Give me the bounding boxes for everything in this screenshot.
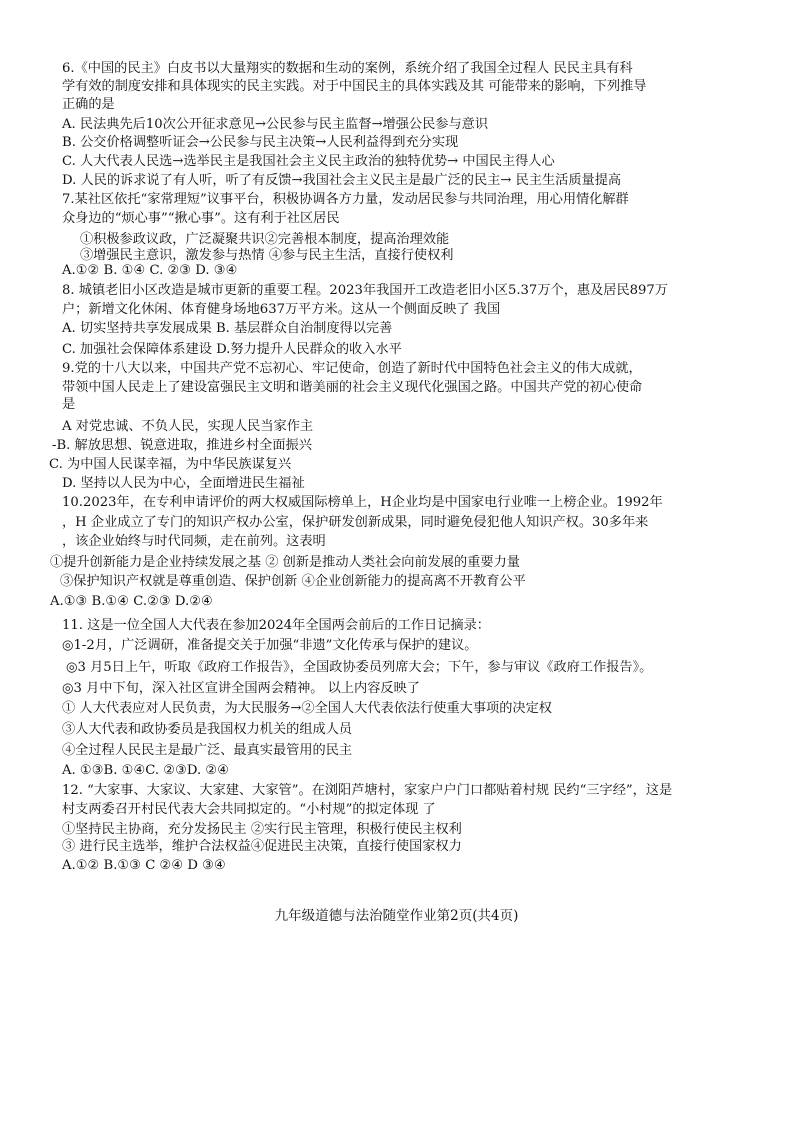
q7-stem-line1: 7.某社区依托“家常理短”议事平台，积极协调各方力量，发动居民参与共同治理，用心用情化解群	[62, 192, 629, 207]
q10-stem-line1: 10.2023年，在专利申请评价的两大权威国际榜单上，H企业均是中国家电行业唯一上榜企业。1992年	[62, 495, 663, 510]
q11-entry-3: ◎3 月中下旬，深入社区宣讲全国两会精神。 以上内容反映了	[62, 681, 420, 696]
q9-option-a: A 对党忠诚、不负人民，实现人民当家作主	[62, 419, 314, 434]
q10-choices: A.①③ B.①④ C.②③ D.②④	[50, 594, 213, 609]
q8-options-cd: C. 加强社会保障体系建设 D.努力提升人民群众的收入水平	[62, 342, 402, 357]
q6-option-b: B. 公交价格调整听证会→公民参与民主决策→人民利益得到充分实现	[62, 135, 459, 150]
q6-stem-line3: 正确的是	[62, 97, 115, 112]
q7-choices: A.①② B. ①④ C. ②③ D. ③④	[62, 263, 238, 278]
q9-stem-line1: 9.党的十八大以来，中国共产党不忘初心、牢记使命，创造了新时代中国特色社会主义的伟大成就，	[62, 361, 642, 376]
q10-statement-1: ①提升创新能力是企业持续发展之基 ② 创新是推动人类社会向前发展的重要力量	[50, 555, 520, 570]
q6-option-c: C. 人大代表人民选→选举民主是我国社会主义民主政治的独特优势→ 中国民主得人心	[62, 154, 555, 169]
q11-choices: A. ①③B. ①④C. ②③D. ②④	[62, 763, 230, 778]
q7-statement-2: ③增强民主意识，激发参与热情 ④参与民主生活，直接行使权利	[80, 248, 454, 263]
q9-option-c: C. 为中国人民谋幸福，为中华民族谋复兴	[49, 457, 292, 472]
q10-stem-line3: ，该企业始终与时代同频，走在前列。这表明	[62, 534, 326, 549]
q12-statement-1: ①坚持民主协商，充分发扬民主 ②实行民主管理，积极行使民主权利	[62, 822, 462, 837]
q10-stem-line2: ，H 企业成立了专门的知识产权办公室，保护研发创新成果，同时避免侵犯他人知识产权。30多年来	[62, 515, 649, 530]
q11-entry-2: ◎3 月5日上午，听取《政府工作报告》，全国政协委员列席大会；下午，参与审议《政府工作报告》。	[66, 660, 653, 675]
q6-stem-line2: 学有效的制度安排和具体现实的民主实践。对于中国民主的具体实践及其 可能带来的影响，下列推导	[62, 79, 647, 94]
q6-option-a: A. 民法典先后10次公开征求意见→公民参与民主监督→增强公民参与意识	[62, 117, 489, 132]
q8-stem-line2: 户；新增文化休闲、体育健身场地637万平方米。这从一个侧面反映了 我国	[62, 302, 501, 317]
q9-stem-line2: 带领中国人民走上了建设富强民主文明和谐美丽的社会主义现代化强国之路。中国共产党的初心使命	[62, 380, 643, 395]
q7-stem-line2: 众身边的“烦心事”“揪心事”。这有利于社区居民	[62, 211, 340, 226]
q6-stem-line1: 6.《中国的民主》白皮书以大量翔实的数据和生动的案例，系统介绍了我国全过程人 民民主具有科	[62, 61, 633, 76]
q9-stem-line3: 是	[62, 397, 76, 412]
q11-statement-1: ① 人大代表应对人民负责，为大民服务→②全国人大代表依法行使重大事项的决定权	[62, 701, 552, 716]
q11-statement-3: ④全过程人民民主是最广泛、最真实最管用的民主	[62, 743, 353, 758]
q12-stem-line2: 村支两委召开村民代表大会共同拟定的。“小村规”的拟定体现 了	[62, 802, 436, 817]
q12-choices: A.①② B.①③ C ②④ D ③④	[62, 858, 226, 873]
q11-stem: 11. 这是一位全国人大代表在参加2024年全国两会前后的工作日记摘录：	[62, 618, 490, 633]
q10-statement-2: ③保护知识产权就是尊重创造、保护创新 ④企业创新能力的提高离不开教育公平	[60, 574, 526, 589]
q7-statement-1: ①积极参政议政，广泛凝聚共识②完善根本制度，提高治理效能	[80, 232, 450, 247]
page-footer: 九年级道德与法治随堂作业第2页(共4页)	[274, 908, 519, 924]
q12-stem-line1: 12. “大家事、大家议、大家建、大家管”。在浏阳芦塘村，家家户户门口都贴着村规 民约“三字经”，这是	[62, 783, 673, 798]
q9-option-d: D. 坚持以人民为中心，全面增进民生福祉	[62, 476, 305, 491]
q6-option-d: D. 人民的诉求说了有人听，听了有反馈→我国社会主义民主是最广泛的民主→ 民主生活质量提高	[62, 173, 622, 188]
q11-entry-1: ◎1-2月，广泛调研，准备提交关于加强“非遗”文化传承与保护的建议。	[62, 638, 478, 653]
q11-statement-2: ③人大代表和政协委员是我国权力机关的组成人员	[62, 722, 353, 737]
q8-stem-line1: 8. 城镇老旧小区改造是城市更新的重要工程。2023年我国开工改造老旧小区5.37万个，惠及居民897万	[62, 283, 668, 298]
q12-statement-2: ③ 进行民主选举，维护合法权益④促进民主决策，直接行使国家权力	[62, 839, 462, 854]
q9-option-b: -B. 解放思想、锐意进取，推进乡村全面振兴	[52, 438, 312, 453]
q8-options-ab: A. 切实坚持共享发展成果 B. 基层群众自治制度得以完善	[62, 321, 393, 336]
